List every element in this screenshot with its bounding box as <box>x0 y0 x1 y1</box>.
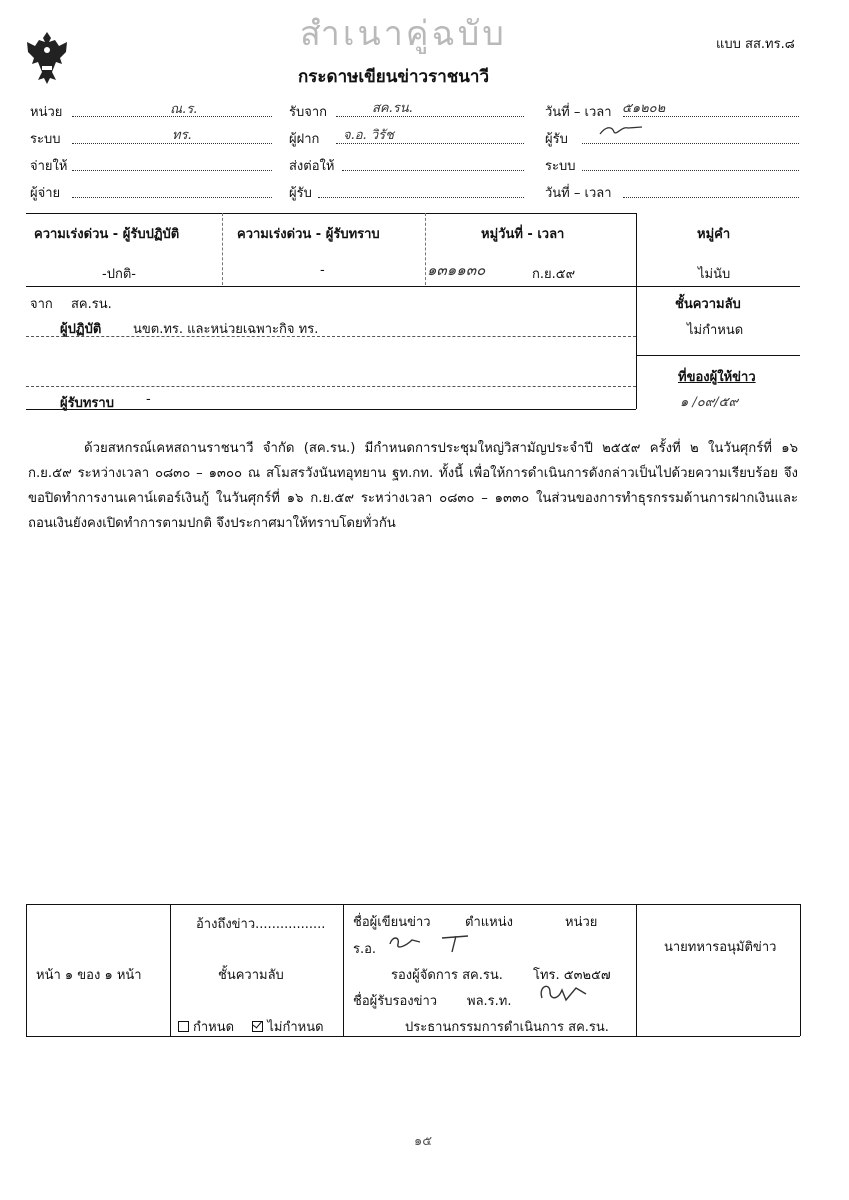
recipient-signature <box>598 122 646 142</box>
writer-position-label: ตำแหน่ง <box>465 915 513 930</box>
from-value: สค.รน. <box>71 297 112 312</box>
date-time-label: วันที่ – เวลา <box>545 105 612 120</box>
system2-label: ระบบ <box>545 159 576 174</box>
date-time-value: ๕๑๒๐๒ <box>622 101 666 116</box>
writer-unit-label: หน่วย <box>565 915 598 930</box>
classification-value: ไม่กำหนด <box>687 323 744 338</box>
col2-header: ความเร่งด่วน - ผู้รับทราบ <box>237 227 380 242</box>
form-code: แบบ สส.ทร.๘ <box>716 37 795 52</box>
col4-value: ไม่นับ <box>698 267 731 282</box>
recipient-line <box>582 143 799 144</box>
forward-to-line <box>342 170 524 171</box>
grid-divider-2 <box>425 213 426 285</box>
received-from-value: สค.รน. <box>372 101 413 116</box>
sender-value: จ.อ. วิรัช <box>343 128 394 143</box>
grid-dash-row-1 <box>26 336 636 337</box>
grid-divider-1 <box>222 213 223 285</box>
grid-top-border <box>26 213 636 214</box>
received-from-label: รับจาก <box>289 105 328 120</box>
writer-rank: ร.อ. <box>353 942 377 957</box>
certifier-label: ชื่อผู้รับรองข่าว <box>353 994 438 1009</box>
bottom-mark: ๑๕ <box>414 1134 433 1149</box>
from-label: จาก <box>30 297 53 312</box>
footer-divider-3 <box>636 904 637 1036</box>
recipient2-label: ผู้รับ <box>289 186 312 201</box>
col1-value: -ปกติ- <box>102 267 136 282</box>
action-value: นขต.ทร. และหน่วยเฉพาะกิจ ทร. <box>133 322 319 337</box>
info-label: ผู้รับทราบ <box>60 396 114 411</box>
col3-header: หมู่วันที่ - เวลา <box>481 227 565 242</box>
certifier-position: ประธานกรรมการดำเนินการ สค.รน. <box>405 1020 609 1035</box>
date-time2-label: วันที่ – เวลา <box>545 186 612 201</box>
writer-phone: โทร. ๕๓๒๕๗ <box>533 968 611 983</box>
info-value: - <box>146 392 151 407</box>
pay-to-label: จ่ายให้ <box>30 159 68 174</box>
recipient2-line <box>318 197 524 198</box>
grid-dash-row-2 <box>26 386 636 387</box>
specified-option: กำหนด <box>193 1020 235 1035</box>
grid-bottom-border <box>26 409 636 410</box>
unspecified-option: ไม่กำหนด <box>267 1020 324 1035</box>
approver-label: นายทหารอนุมัติข่าว <box>664 940 777 955</box>
sender-label: ผู้ฝาก <box>289 132 320 147</box>
grid-right-border <box>636 213 637 409</box>
writer-signature <box>386 930 482 958</box>
reference-field: อ้างถึงข่าว................. <box>196 917 326 932</box>
recipient-label: ผู้รับ <box>545 132 568 147</box>
unit-label: หน่วย <box>30 105 63 120</box>
right-col-divider <box>636 286 800 287</box>
date-time2-line <box>623 197 799 198</box>
system-value: ทร. <box>172 128 192 143</box>
reference-label: ที่ของผู้ให้ข่าว <box>678 370 756 385</box>
col3-value: ก.ย.๕๙ <box>532 267 576 282</box>
footer-left-border <box>26 904 27 1036</box>
classification-label: ชั้นความลับ <box>675 297 741 312</box>
specified-checkbox[interactable] <box>178 1021 189 1032</box>
col2-value: - <box>320 263 325 278</box>
class-options <box>178 1016 324 1037</box>
col1-header: ความเร่งด่วน - ผู้รับปฏิบัติ <box>34 227 180 242</box>
footer-divider-1 <box>170 904 171 1036</box>
unspecified-checkbox[interactable] <box>252 1021 263 1032</box>
certifier-rank: พล.ร.ท. <box>467 994 512 1009</box>
col4-header: หมู่คำ <box>697 227 731 242</box>
footer-right-border <box>800 904 801 1036</box>
footer-class-label: ชั้นความลับ <box>218 968 284 983</box>
pay-to-line <box>72 170 272 171</box>
system2-line <box>582 170 799 171</box>
page-indicator: หน้า ๑ ของ ๑ หน้า <box>36 968 142 983</box>
certifier-signature <box>536 980 596 1010</box>
payer-line <box>72 197 272 198</box>
writer-position: รองผู้จัดการ สค.รน. <box>391 968 503 983</box>
copy-stamp: สำเนาคู่ฉบับ <box>300 14 507 54</box>
footer-top-border <box>26 904 800 905</box>
garuda-emblem-icon <box>22 28 72 88</box>
footer-divider-2 <box>343 904 344 1036</box>
forward-to-label: ส่งต่อให้ <box>289 159 335 174</box>
grid-row-border <box>26 286 636 287</box>
reference-value: ๑ /๐๙/๕๙ <box>680 395 738 410</box>
payer-label: ผู้จ่าย <box>30 186 61 201</box>
message-body: ด้วยสหกรณ์เคหสถานราชนาวี จำกัด (สค.รน.) มีกำหนดการประชุมใหญ่วิสามัญประจำปี ๒๕๕๙ ครั้งที่ ๒ ในวันศุกร์ที่ ๑๖ ก.ย.๕๙ ระหว่างเวลา ๐๘๓๐ – ๑๓๐๐ ณ สโมสรวังนันทอุทยาน ฐท.กท. ทั้งนี้ เพื่อให้การดำเนินการดังกล่าวเป็นไปด้วยความเรียบร้อย จึงขอปิดทำการงานเคาน์เตอร์เงินกู้ ในวันศุกร์ที่ ๑๖ ก.ย.๕๙ ระหว่างเวลา ๐๘๓๐ – ๑๓๓๐ ในส่วนของการทำธุรกรรมด้านการฝากเงินและถอนเงินยังคงเปิดทำการตามปกติ จึงประกาศมาให้ทราบโดยทั่วกัน <box>28 441 798 531</box>
unit-value: ณ.ร. <box>170 102 198 117</box>
action-label: ผู้ปฏิบัติ <box>60 322 102 337</box>
col3-hand-value: ๑๓๑๑๓๐ <box>427 261 486 279</box>
right-col-divider-2 <box>636 355 800 356</box>
document-title: กระดาษเขียนข่าวราชนาวี <box>298 67 490 87</box>
system-label: ระบบ <box>30 132 61 147</box>
writer-label: ชื่อผู้เขียนข่าว <box>353 915 431 930</box>
received-from-line <box>336 116 524 117</box>
